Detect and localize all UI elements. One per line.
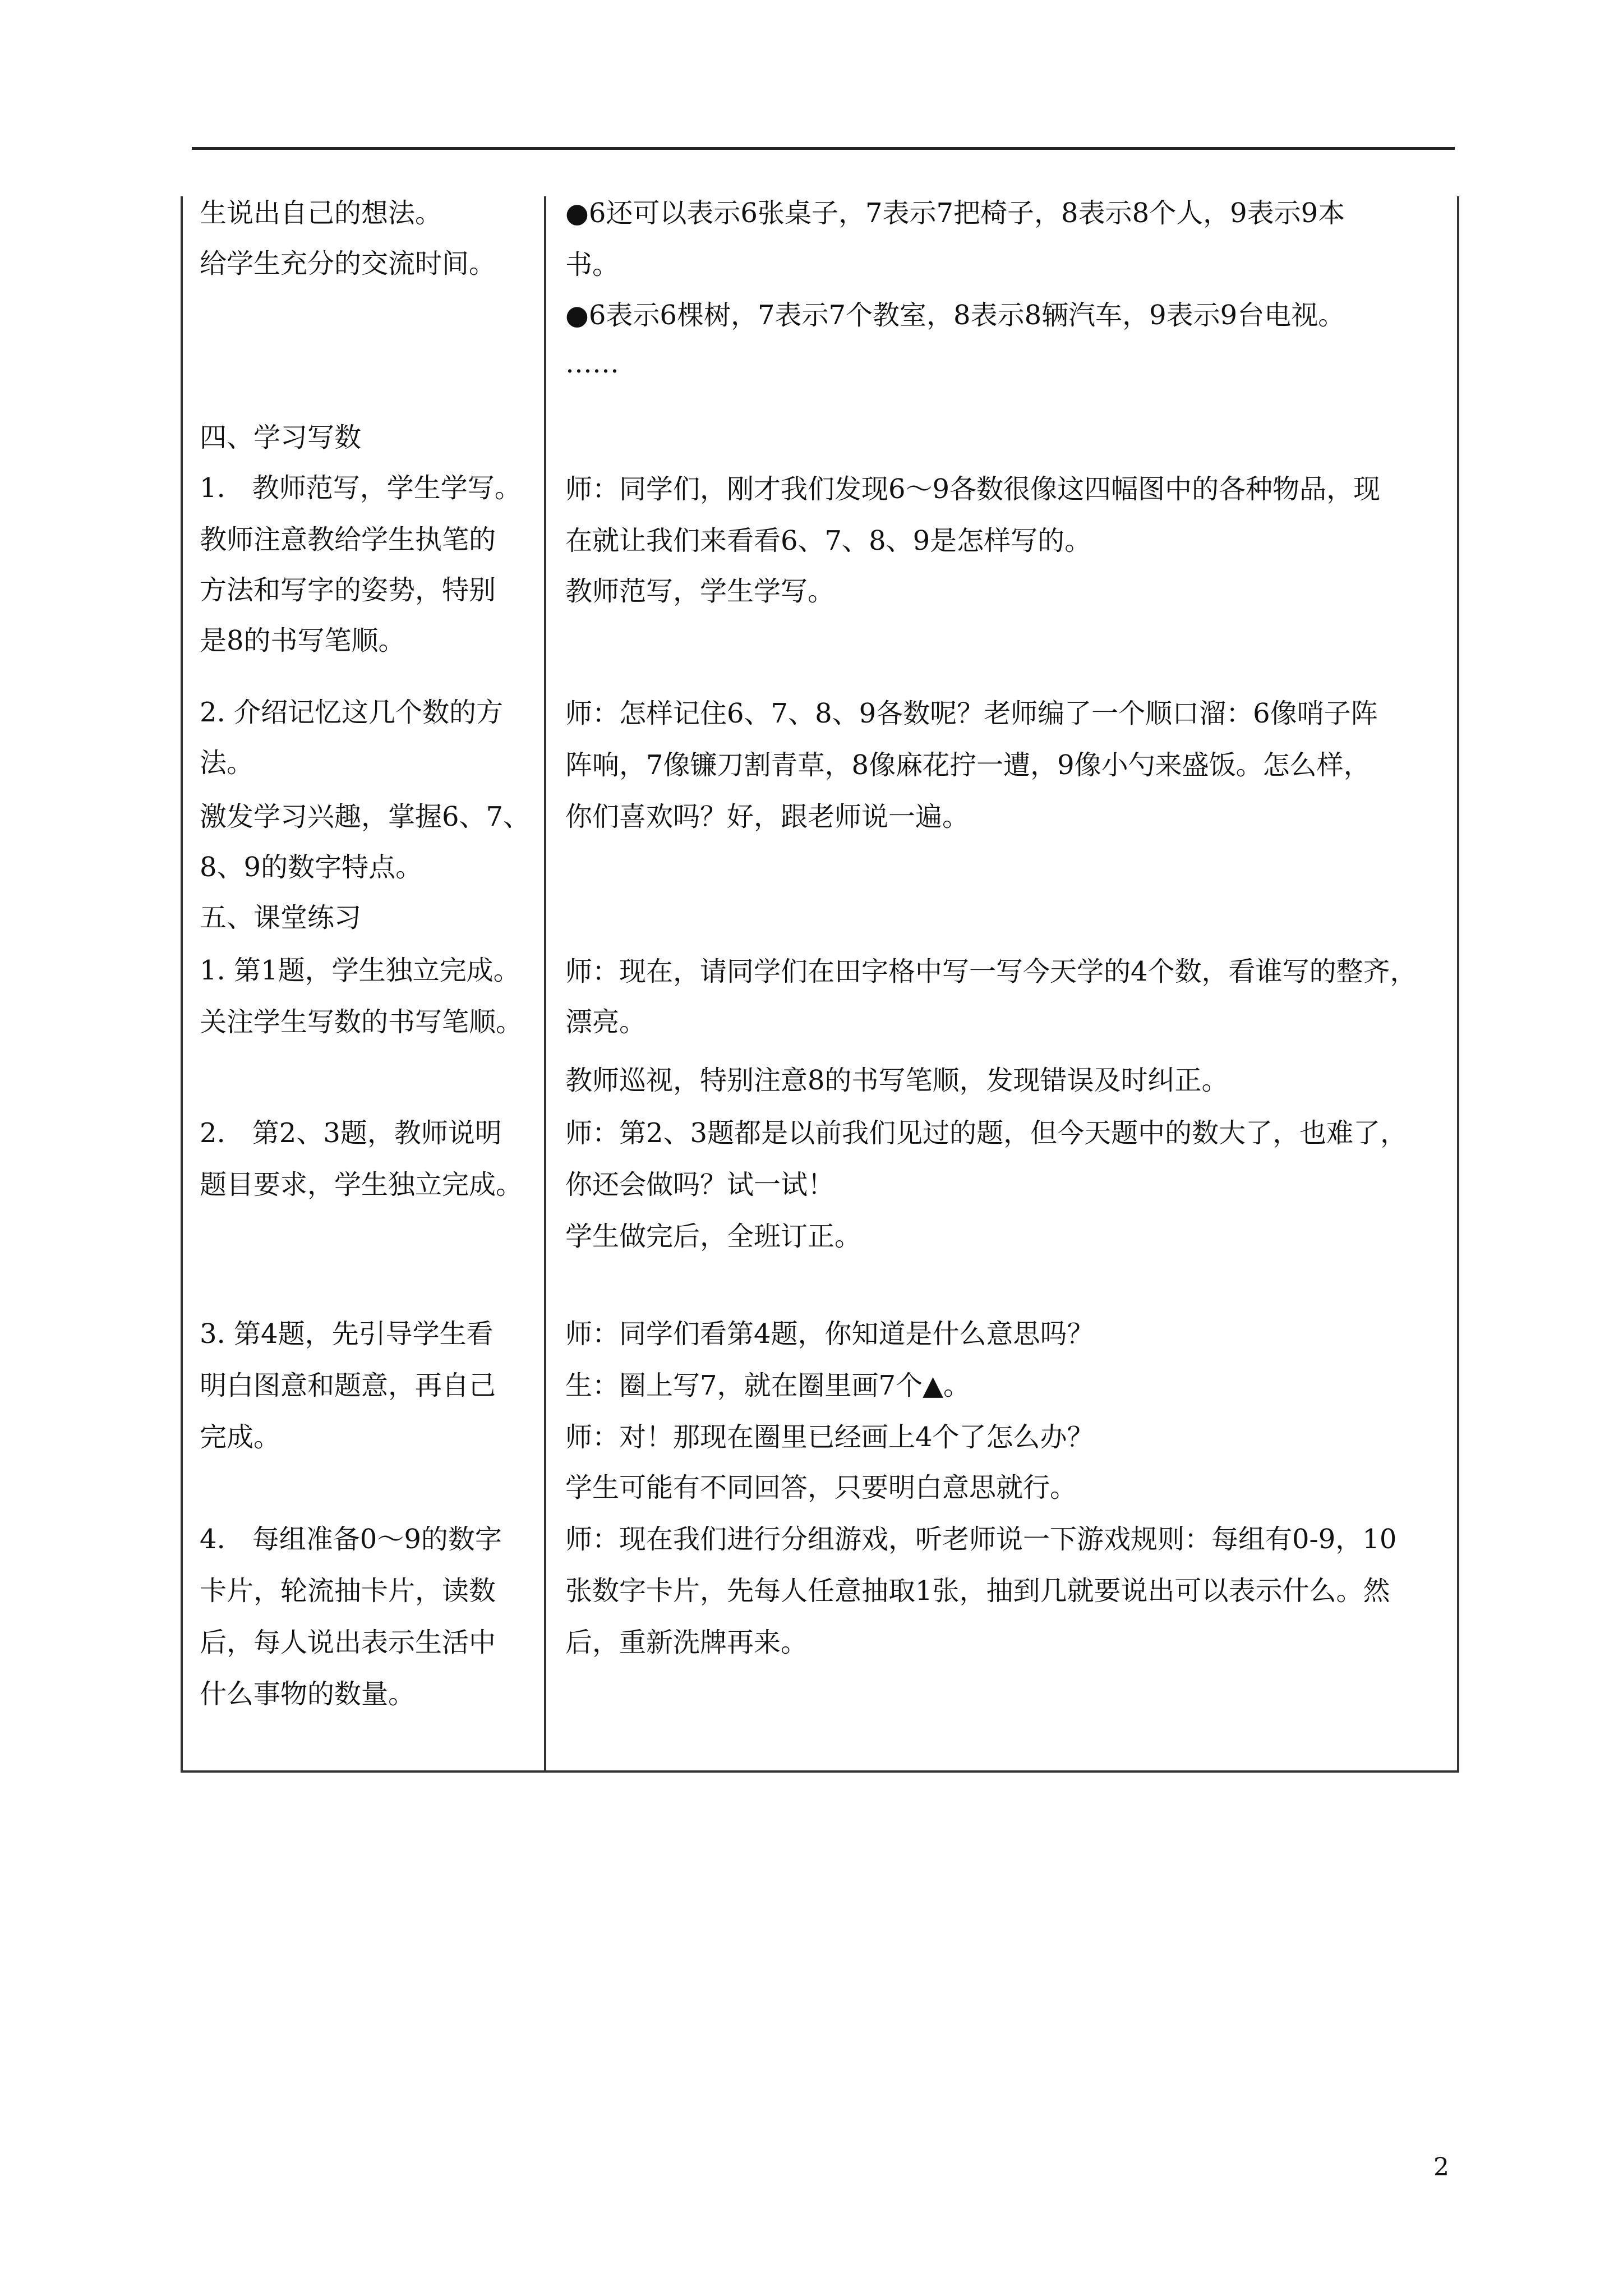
right-text-line: 师：现在我们进行分组游戏，听老师说一下游戏规则：每组有0-9，10	[565, 1524, 1397, 1555]
lesson-table	[181, 196, 1459, 1773]
right-text-line: 学生做完后，全班订正。	[565, 1221, 862, 1252]
left-text-line: 给学生充分的交流时间。	[200, 248, 496, 279]
left-text-line: 后，每人说出表示生活中	[200, 1627, 496, 1658]
left-text-line: 关注学生写数的书写笔顺。	[200, 1006, 523, 1038]
left-text-line: 2. 第2、3题，教师说明	[200, 1117, 502, 1149]
right-text-line: 师：第2、3题都是以前我们见过的题，但今天题中的数大了，也难了，	[565, 1117, 1408, 1149]
left-text-line: 1. 教师范写，学生学写。	[200, 472, 522, 504]
page-number: 2	[1433, 2153, 1449, 2182]
left-text-line: 生说出自己的想法。	[200, 197, 442, 229]
right-text-line: 师：对！那现在圈里已经画上4个了怎么办？	[565, 1421, 1094, 1453]
header-rule	[192, 147, 1455, 150]
right-text-line: ●6表示6棵树，7表示7个教室，8表示8辆汽车，9表示9台电视。	[565, 300, 1345, 331]
right-text-line: ……	[565, 348, 619, 379]
left-text-line: 方法和写字的姿势，特别	[200, 574, 496, 606]
section-heading: 四、学习写数	[200, 422, 362, 453]
left-text-line: 教师注意教给学生执笔的	[200, 524, 496, 555]
right-text-line: 教师巡视，特别注意8的书写笔顺，发现错误及时纠正。	[565, 1065, 1229, 1096]
right-text-line: 后，重新洗牌再来。	[565, 1627, 808, 1658]
right-text-line: 教师范写，学生学写。	[565, 576, 835, 607]
left-text-line: 题目要求，学生独立完成。	[200, 1169, 523, 1200]
left-text-line: 8、9的数字特点。	[200, 852, 423, 883]
left-text-line: 2. 介绍记忆这几个数的方	[200, 697, 504, 728]
column-divider	[544, 196, 546, 1770]
right-text-line: ●6还可以表示6张桌子，7表示7把椅子，8表示8个人，9表示9本	[565, 197, 1345, 229]
right-text-line: 师：同学们，刚才我们发现6～9各数很像这四幅图中的各种物品，现	[565, 473, 1381, 505]
right-text-line: 阵响，7像镰刀割青草，8像麻花拧一遭，9像小勺来盛饭。怎么样，	[565, 749, 1371, 781]
right-text-line: 在就让我们来看看6、7、8、9是怎样写的。	[565, 525, 1092, 556]
right-text-line: 师：现在，请同学们在田字格中写一写今天学的4个数，看谁写的整齐，	[565, 956, 1417, 987]
left-text-line: 是8的书写笔顺。	[200, 625, 405, 656]
left-text-line: 卡片，轮流抽卡片，读数	[200, 1575, 496, 1607]
right-text-line: 漂亮。	[565, 1006, 647, 1038]
left-text-line: 明白图意和题意，再自己	[200, 1370, 496, 1401]
left-text-line: 完成。	[200, 1421, 281, 1453]
left-text-line: 激发学习兴趣，掌握6、7、	[200, 801, 531, 832]
right-text-line: 生：圈上写7，就在圈里画7个▲。	[565, 1370, 970, 1401]
left-text-line: 3. 第4题，先引导学生看	[200, 1318, 494, 1350]
right-text-line: 师：同学们看第4题，你知道是什么意思吗？	[565, 1318, 1094, 1350]
right-text-line: 你们喜欢吗？好，跟老师说一遍。	[565, 801, 970, 832]
section-heading: 五、课堂练习	[200, 902, 362, 933]
right-text-line: 你还会做吗？试一试！	[565, 1169, 835, 1200]
right-text-line: 张数字卡片，先每人任意抽取1张，抽到几就要说出可以表示什么。然	[565, 1575, 1390, 1607]
right-text-line: 师：怎样记住6、7、8、9各数呢？老师编了一个顺口溜：6像哨子阵	[565, 698, 1378, 729]
right-text-line: 学生可能有不同回答，只要明白意思就行。	[565, 1472, 1077, 1503]
left-text-line: 法。	[200, 747, 254, 779]
left-text-line: 4. 每组准备0～9的数字	[200, 1524, 502, 1555]
left-text-line: 1. 第1题，学生独立完成。	[200, 955, 520, 986]
left-text-line: 什么事物的数量。	[200, 1678, 416, 1710]
right-text-line: 书。	[565, 249, 620, 280]
